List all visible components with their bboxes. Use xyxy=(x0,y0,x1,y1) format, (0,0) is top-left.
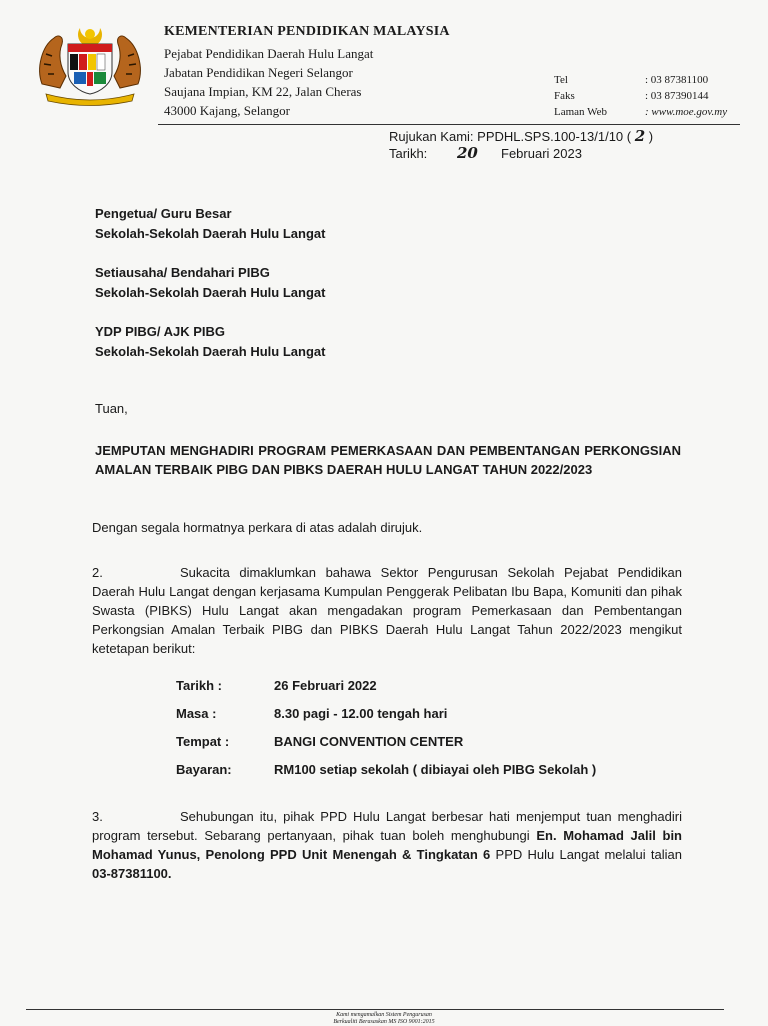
recipient-block xyxy=(95,263,325,303)
contact-phone: 03-87381100 xyxy=(92,866,168,881)
paragraph-text: Sehubungan itu, pihak PPD Hulu Langat berbesar hati menjemput tuan menghadiri program tersebut. Sebarang pertanyaan, pihak tuan boleh menghubungi xyxy=(92,809,682,843)
detail-label: Bayaran: xyxy=(176,762,232,777)
reference-label: Rujukan Kami: xyxy=(389,129,474,144)
handwritten-reference-digit: 2 xyxy=(634,127,646,145)
fax-value: : 03 87390144 xyxy=(645,90,709,102)
detail-row xyxy=(176,674,596,702)
recipient-title: YDP PIBG/ AJK PIBG xyxy=(95,324,226,339)
recipient-org: Sekolah-Sekolah Daerah Hulu Langat xyxy=(95,226,326,241)
opening-line: Dengan segala hormatnya perkara di atas adalah dirujuk. xyxy=(92,520,423,535)
website-link[interactable]: : www.moe.gov.my xyxy=(645,106,728,118)
recipient-block xyxy=(95,204,325,244)
paragraph-3 xyxy=(92,807,682,883)
paragraph-number: 3. xyxy=(92,809,103,824)
footer-line: Kami mengamalkan Sistem Pengurusan xyxy=(336,1012,432,1018)
website-label: Laman Web xyxy=(554,106,607,118)
paragraph-text: Sukacita dimaklumkan bahawa Sektor Pengurusan Sekolah Pejabat Pendidikan Daerah Hulu Langat dengan kerjasama Kumpulan Penggerak Pelibatan Ibu Bapa, Komuniti dan pihak Swasta (PIBKS) Hulu Langat akan mengadakan program Pemerkasaan dan Pembentangan Perkongsian Amalan Terbaik PIBG dan PIBKS Daerah Hulu Langat Tahun 2022/2023 mengikut ketetapan berikut: xyxy=(92,565,682,656)
detail-value: RM100 setiap sekolah ( dibiayai oleh PIBG Sekolah ) xyxy=(274,762,597,777)
letterhead-address xyxy=(164,24,450,120)
detail-row xyxy=(176,702,596,730)
event-details xyxy=(176,674,596,786)
fax-label: Faks xyxy=(554,90,575,102)
tel-label: Tel xyxy=(554,74,568,86)
recipient-org: Sekolah-Sekolah Daerah Hulu Langat xyxy=(95,344,326,359)
recipient-block xyxy=(95,322,325,362)
paragraph-number: 2. xyxy=(92,565,103,580)
detail-value: BANGI CONVENTION CENTER xyxy=(274,734,464,749)
reference-block xyxy=(389,128,653,162)
recipient-title: Pengetua/ Guru Besar xyxy=(95,206,232,221)
contact-values xyxy=(645,72,727,120)
detail-label: Tempat : xyxy=(176,734,230,749)
reference-close: ) xyxy=(648,129,654,144)
tel-value: : 03 87381100 xyxy=(645,74,709,86)
sentence-end: . xyxy=(167,866,172,881)
detail-row xyxy=(176,730,596,758)
recipient-title: Setiausaha/ Bendahari PIBG xyxy=(95,265,270,280)
paragraph-2 xyxy=(92,563,682,658)
salutation: Tuan, xyxy=(95,401,128,416)
address-line: Jabatan Pendidikan Negeri Selangor xyxy=(164,65,353,80)
detail-row xyxy=(176,758,596,786)
detail-value: 8.30 pagi - 12.00 tengah hari xyxy=(274,706,448,721)
reference-number: PPDHL.SPS.100-13/1/10 ( xyxy=(477,129,632,144)
contact-person: En. Mohamad Jalil bin Mohamad Yunus, Penolong PPD Unit Menengah & Tingkatan 6 xyxy=(92,828,683,862)
recipient-org: Sekolah-Sekolah Daerah Hulu Langat xyxy=(95,285,326,300)
detail-value: 26 Februari 2022 xyxy=(274,678,377,693)
address-line: Pejabat Pendidikan Daerah Hulu Langat xyxy=(164,46,374,61)
detail-label: Tarikh : xyxy=(176,678,222,693)
footer-divider xyxy=(26,1009,724,1010)
paragraph-text-tail: PPD Hulu Langat melalui talian xyxy=(490,847,682,862)
detail-label: Masa : xyxy=(176,706,217,721)
national-crest-icon xyxy=(34,24,146,106)
footer-line: Berkualiti Berasaskan MS ISO 9001:2015 xyxy=(333,1019,435,1025)
contact-labels xyxy=(554,72,607,120)
letter-subject: JEMPUTAN MENGHADIRI PROGRAM PEMERKASAAN DAN PEMBENTANGAN PERKONGSIAN AMALAN TERBAIK PIBG DAN PIBKS DAERAH HULU LANGAT TAHUN 2022/2023 xyxy=(95,443,681,477)
handwritten-date-day: 20 xyxy=(457,144,478,162)
ministry-name: KEMENTERIAN PENDIDIKAN MALAYSIA xyxy=(164,24,450,39)
address-line: 43000 Kajang, Selangor xyxy=(164,103,291,118)
address-line: Saujana Impian, KM 22, Jalan Cheras xyxy=(164,84,362,99)
date-month-year: Februari 2023 xyxy=(501,146,582,161)
letterhead-divider xyxy=(158,124,740,125)
date-label: Tarikh: xyxy=(389,146,428,161)
